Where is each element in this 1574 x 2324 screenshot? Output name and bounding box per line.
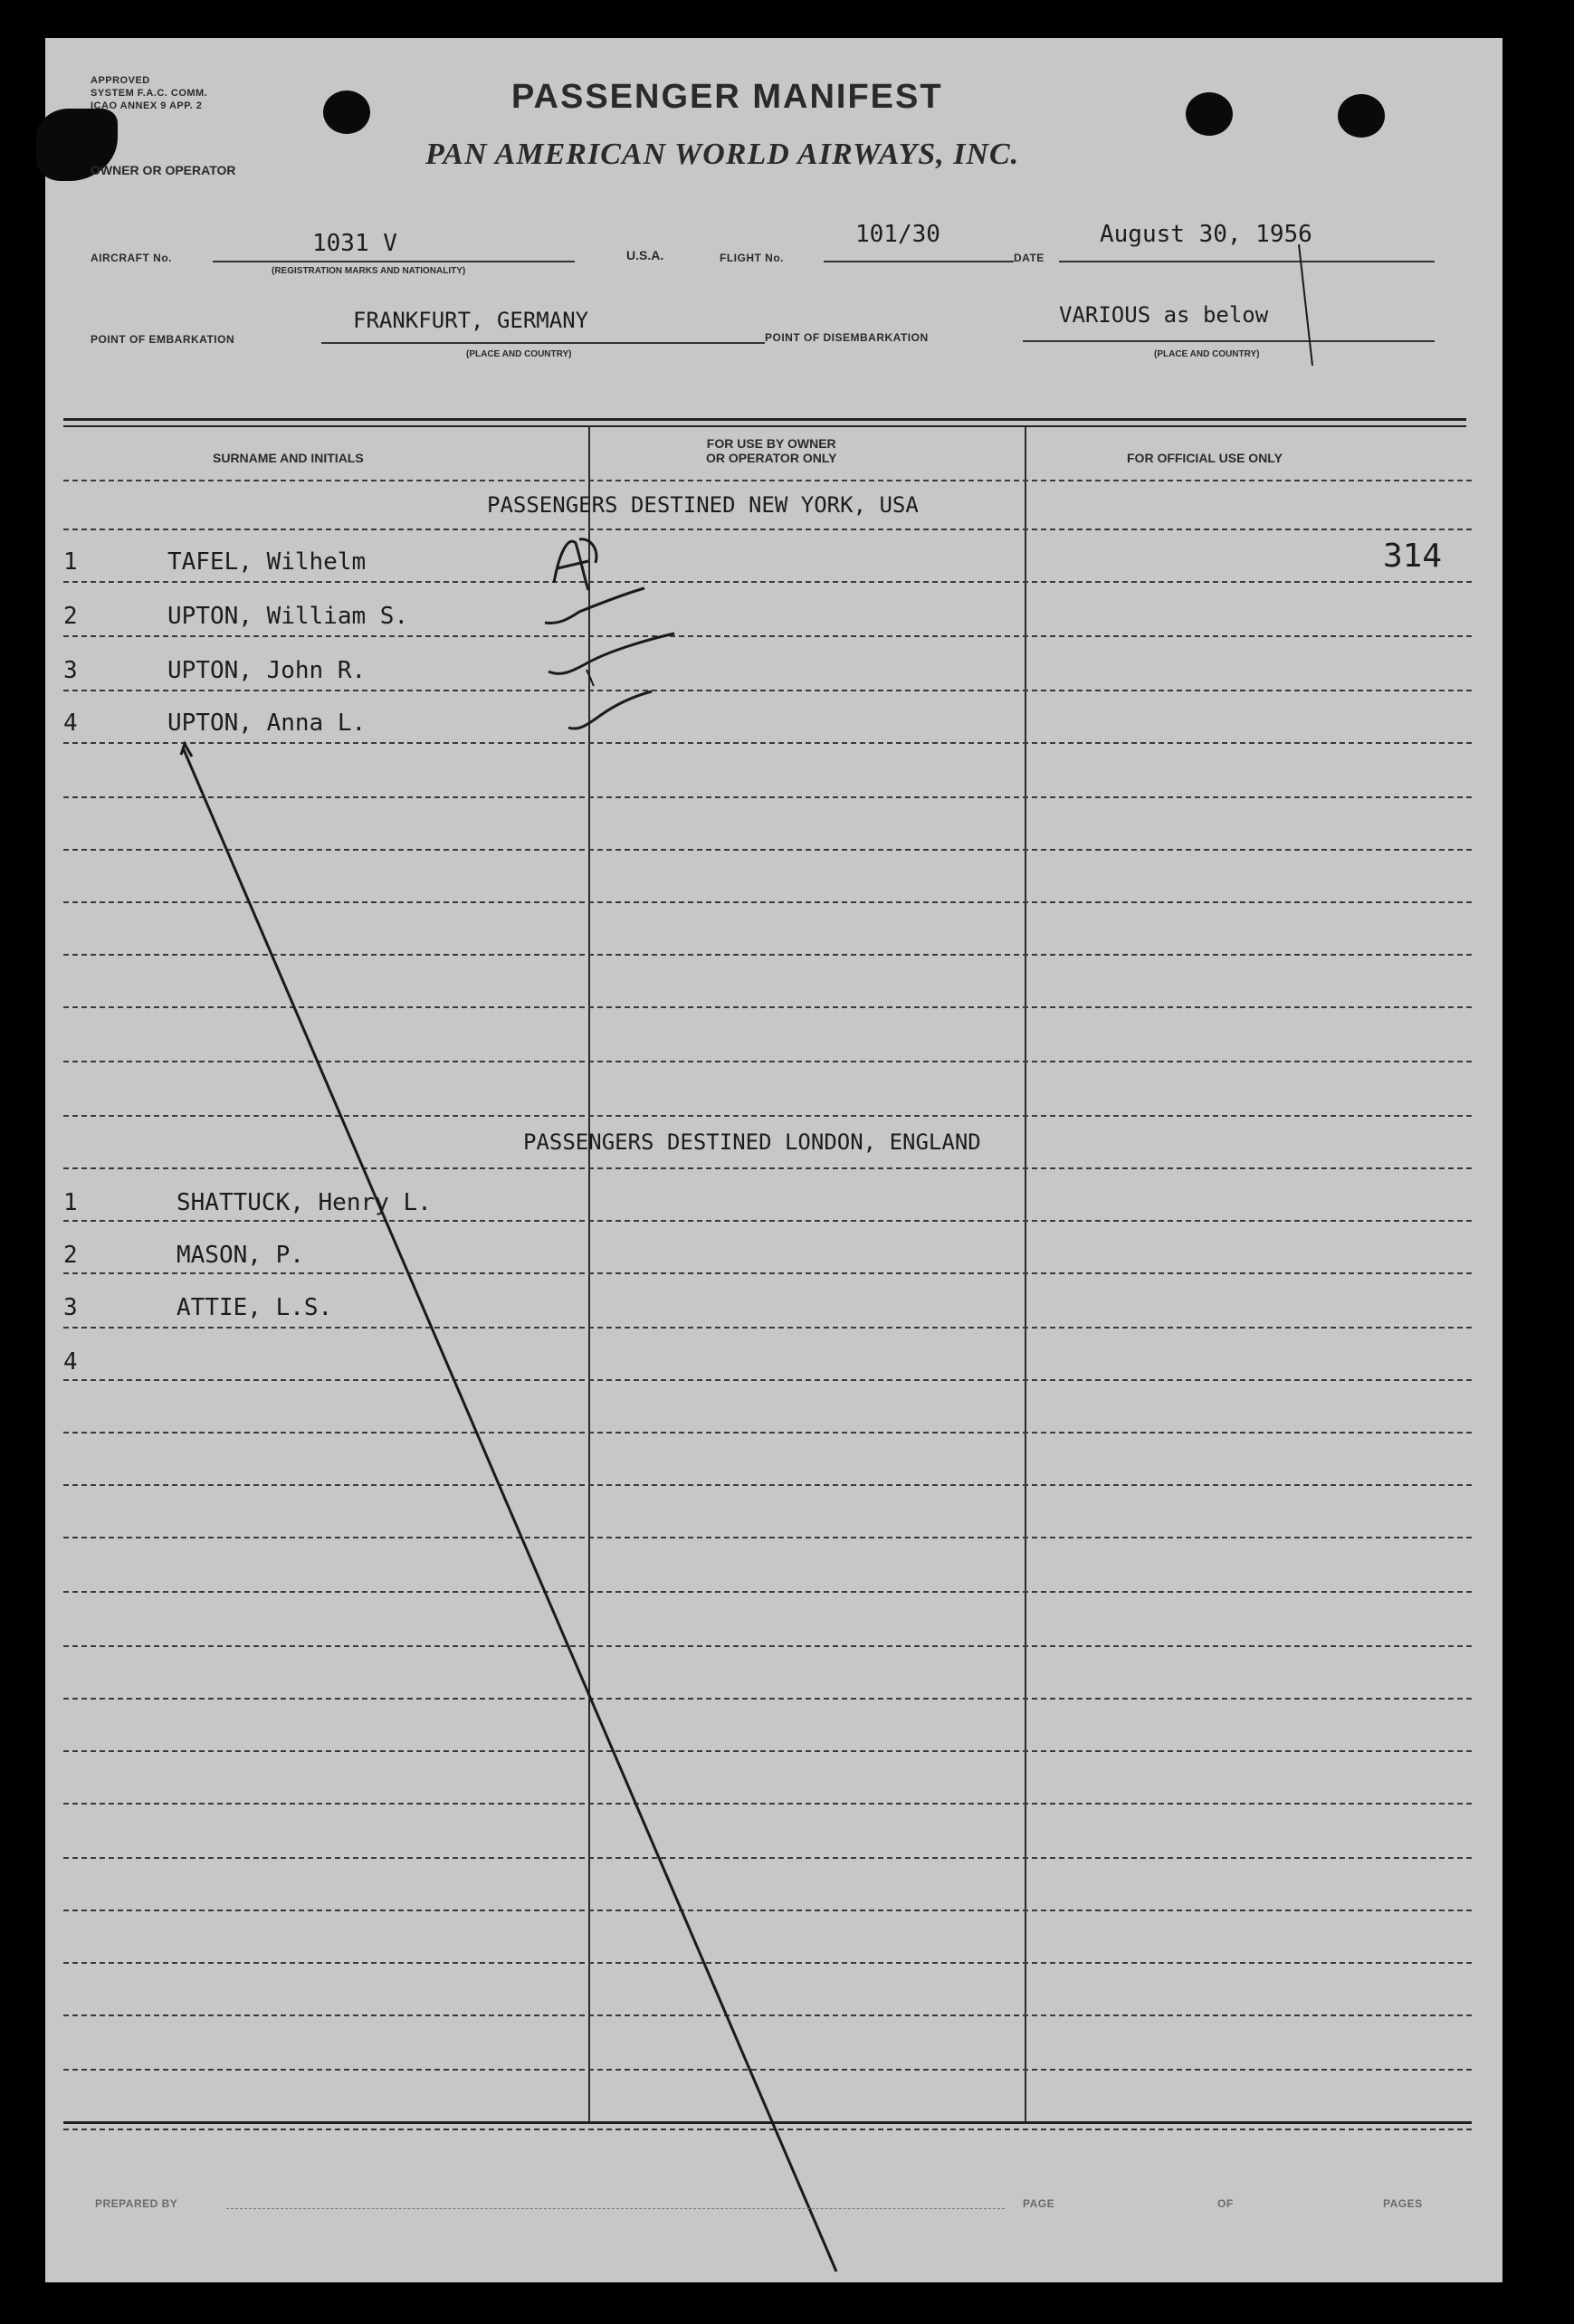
section-heading-london: PASSENGERS DESTINED LONDON, ENGLAND [523,1129,981,1155]
pages-label: PAGES [1383,2197,1423,2210]
approval-corner-text: APPROVED SYSTEM F.A.C. COMM. ICAO ANNEX 9 APP. 2 [91,75,208,111]
passenger-name: TAFEL, Wilhelm [167,548,367,576]
initials-mark [554,539,596,590]
aircraft-value: 1031 V [312,230,397,257]
official-note: 314 [1383,538,1443,575]
embarkation-value: FRANKFURT, GERMANY [353,308,589,333]
flight-value: 101/30 [855,221,940,248]
registration-caption: (REGISTRATION MARKS AND NATIONALITY) [272,266,466,276]
of-label: OF [1217,2197,1234,2210]
country-label: U.S.A. [626,248,664,262]
column-header-official: FOR OFFICIAL USE ONLY [1127,451,1283,465]
check-mark [587,670,594,686]
page-title: PASSENGER MANIFEST [511,78,943,116]
passenger-name: ATTIE, L.S. [176,1294,333,1321]
row-number: 4 [63,710,78,737]
row-number: 1 [63,1189,78,1216]
date-divider-mark [1299,244,1312,366]
prepared-by-line [226,2208,1005,2209]
row-number: 4 [63,1348,78,1376]
check-mark [568,691,652,729]
section-heading-new-york: PASSENGERS DESTINED NEW YORK, USA [487,492,919,518]
prepared-by-label: PREPARED BY [95,2197,178,2210]
row-number: 1 [63,548,78,576]
row-number: 2 [63,1242,78,1269]
date-label: DATE [1014,252,1045,264]
passenger-name: UPTON, William S. [167,603,409,630]
passenger-name: UPTON, Anna L. [167,710,367,737]
aircraft-label: AIRCRAFT No. [91,252,172,264]
column-header-owner: FOR USE BY OWNER OR OPERATOR ONLY [706,436,837,465]
passenger-name: UPTON, John R. [167,657,367,684]
disembarkation-caption: (PLACE AND COUNTRY) [1154,349,1260,359]
embarkation-caption: (PLACE AND COUNTRY) [466,349,572,359]
column-header-surname: SURNAME AND INITIALS [213,451,364,465]
date-value: August 30, 1956 [1100,221,1312,248]
owner-label: OWNER OR OPERATOR [91,163,236,177]
flight-label: FLIGHT No. [720,252,784,264]
passenger-name: MASON, P. [176,1242,304,1269]
page-label: PAGE [1023,2197,1055,2210]
cancel-line [183,748,836,2272]
row-number: 3 [63,1294,78,1321]
embarkation-label: POINT OF EMBARKATION [91,333,235,346]
row-number: 3 [63,657,78,684]
disembarkation-value: VARIOUS as below [1059,302,1269,328]
disembarkation-label: POINT OF DISEMBARKATION [765,331,929,344]
row-number: 2 [63,603,78,630]
airline-name: PAN AMERICAN WORLD AIRWAYS, INC. [425,138,1020,171]
check-mark [549,633,674,673]
passenger-name: SHATTUCK, Henry L. [176,1189,432,1216]
check-mark [545,588,644,624]
